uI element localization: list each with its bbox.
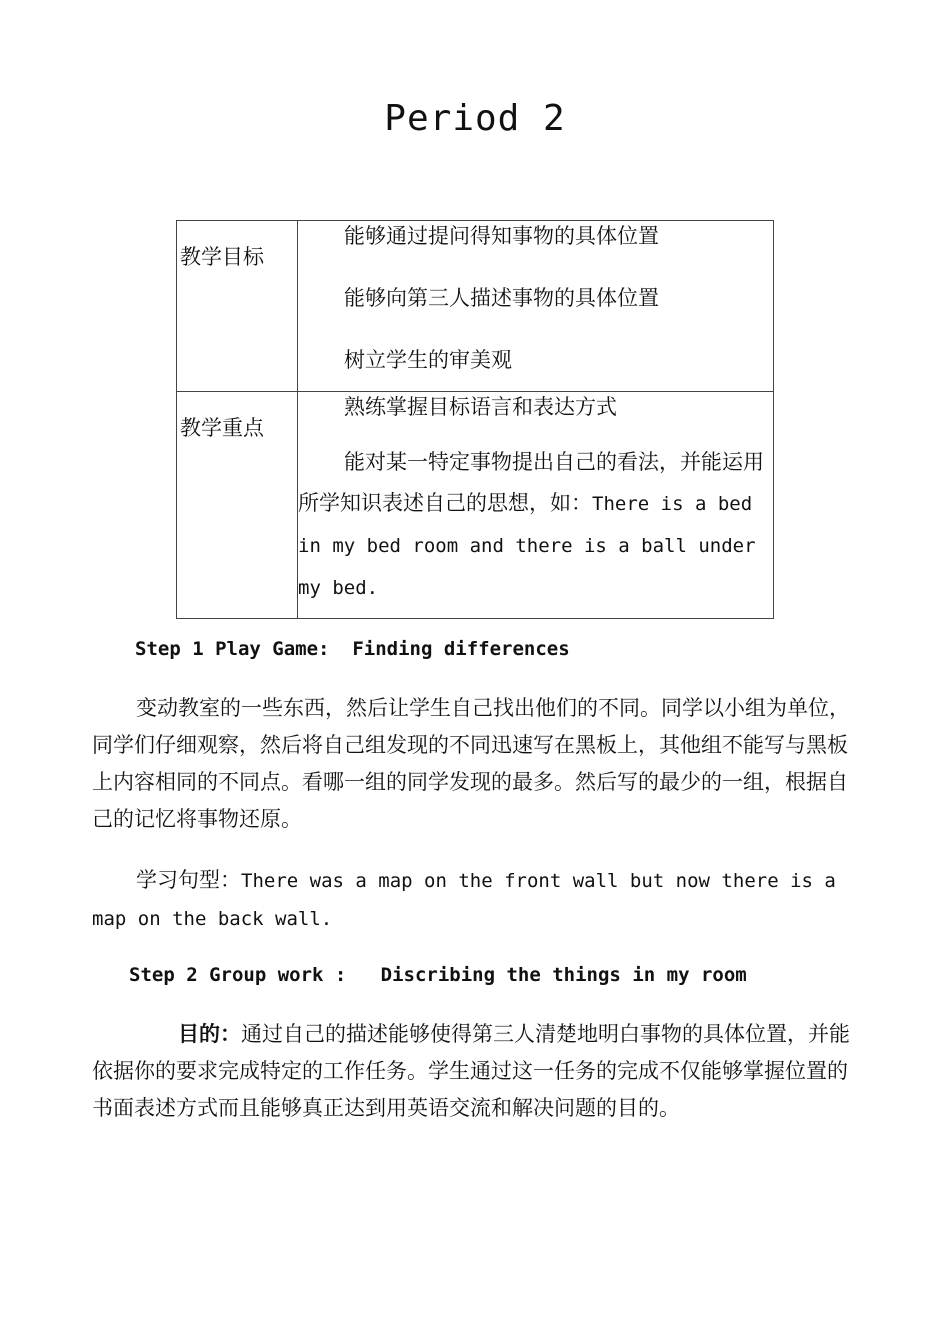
key-points-cell [298,392,774,619]
objectives-cell [298,221,774,392]
purpose-label: 目的： [178,1022,241,1046]
table-row [177,392,774,619]
step2-heading: Step 2 Group work : Discribing the things in my room [129,964,747,986]
table-row [177,221,774,392]
key-point-item [298,442,773,609]
row-label-objectives: 教学目标 [177,221,298,392]
step1-paragraph: 变动教室的一些东西，然后让学生自己找出他们的不同。同学以小组为单位，同学们仔细观察，然后将自己组发现的不同迅速写在黑板上，其他组不能写与黑板上内容相同的不同点。看哪一组的同学发现的最多。然后写的最少的一组，根据自己的记忆将事物还原。 [92,696,850,831]
objective-item: 树立学生的审美观 [344,348,512,372]
objective-item: 能够向第三人描述事物的具体位置 [344,286,659,310]
key-point-example: There is a bed in my bed room and there is a ball under my bed. [298,493,756,599]
step2-purpose [92,1016,854,1127]
row-label-key-points: 教学重点 [177,392,298,619]
purpose-text: 通过自己的描述能够使得第三人清楚地明白事物的具体位置，并能依据你的要求完成特定的工作任务。学生通过这一任务的完成不仅能够掌握位置的书面表述方式而且能够真正达到用英语交流和解决问题的目的。 [92,1022,850,1120]
objective-item: 能够通过提问得知事物的具体位置 [344,224,659,248]
goals-table [176,220,774,619]
key-point-chinese: 能对某一特定事物提出自己的看法，并能运用所学知识表述自己的思想，如： [298,450,764,515]
sentence-pattern-label: 学习句型： [136,868,241,892]
page-title: Period 2 [384,98,566,139]
key-point-item: 熟练掌握目标语言和表达方式 [344,395,617,419]
sentence-pattern [92,862,854,938]
sentence-pattern-text: There was a map on the front wall but now there is a map on the back wall. [92,870,836,930]
step1-heading: Step 1 Play Game: Finding differences [135,638,570,660]
